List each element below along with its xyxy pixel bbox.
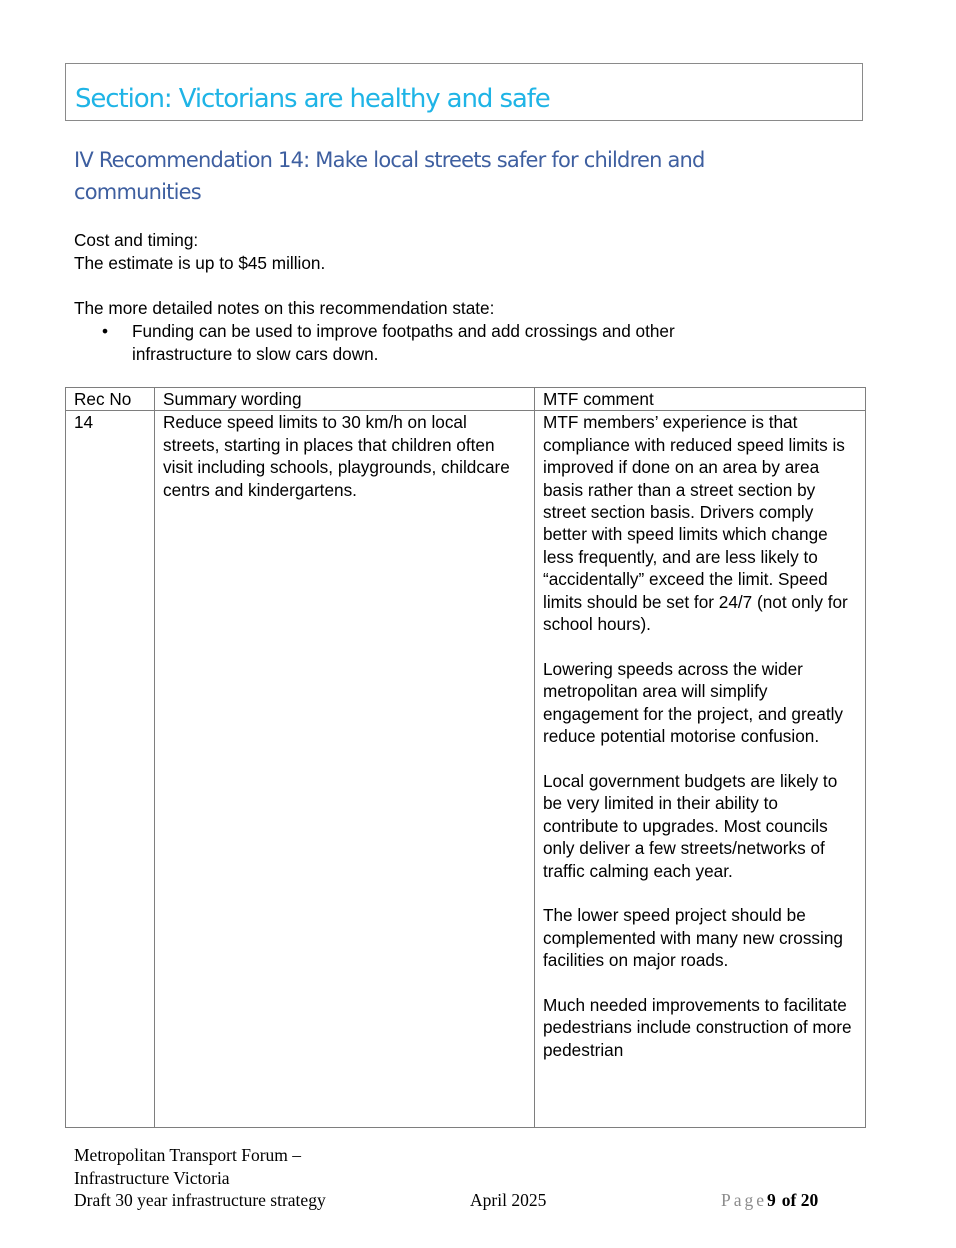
section-header-box <box>65 63 863 121</box>
page-label: Page <box>721 1190 768 1210</box>
notes-bullet-list <box>74 320 774 365</box>
recommendation-heading: IV Recommendation 14: Make local streets safer for children and communities <box>74 148 705 204</box>
cell-summary: Reduce speed limits to 30 km/h on local streets, starting in places that children often visit including schools, playgrounds, childcare centrs and kindergartens. <box>155 411 535 1128</box>
header-mtf-comment: MTF comment <box>535 388 866 411</box>
page-current: 9 <box>767 1190 776 1210</box>
footer-org-line2: Infrastructure Victoria <box>74 1167 230 1188</box>
comment-paragraph: MTF members’ experience is that compliance with reduced speed limits is improved if done on an area by area basis rather than a street section by street section basis. Drivers comply better with speed limits which change less frequently, and are less likely to “accidentally” exceed the limit. Speed limits should be set for 24/7 (not only for school hours). <box>543 412 848 635</box>
recommendation-table <box>65 387 866 1128</box>
notes-bullet-item <box>74 320 774 365</box>
bullet-icon: • <box>102 321 109 341</box>
comment-paragraph: Local government budgets are likely to be very limited in their ability to contribute to upgrades. Most councils only deliver a few streets/networks of traffic calming each year. <box>543 770 838 881</box>
cost-label: Cost and timing: <box>74 230 199 250</box>
page-total: of 20 <box>781 1190 819 1210</box>
notes-intro: The more detailed notes on this recommendation state: <box>74 298 495 318</box>
comment-paragraph: Lowering speeds across the wider metropolitan area will simplify engagement for the project, and greatly reduce potential motorise confusion. <box>543 658 844 747</box>
table-header-row <box>66 388 866 411</box>
cost-estimate: The estimate is up to $45 million. <box>74 253 326 273</box>
footer-page-number <box>721 1189 818 1212</box>
header-summary-wording: Summary wording <box>155 388 535 411</box>
header-rec-no: Rec No <box>66 388 155 411</box>
comment-paragraph: Much needed improvements to facilitate pedestrians include construction of more pedestrian <box>543 994 852 1060</box>
comment-paragraph: The lower speed project should be complemented with many new crossing facilities on major roads. <box>543 905 843 971</box>
footer-date: April 2025 <box>470 1190 547 1210</box>
notes-bullet-text: Funding can be used to improve footpaths and add crossings and other infrastructure to slow cars down. <box>132 321 675 364</box>
cell-rec-no: 14 <box>66 411 155 1128</box>
footer-doc-title: Draft 30 year infrastructure strategy <box>74 1190 326 1210</box>
section-title: Section: Victorians are healthy and safe <box>75 84 550 114</box>
page-footer <box>74 1144 854 1212</box>
table-row <box>66 411 866 1128</box>
cell-mtf-comment <box>535 411 866 1128</box>
footer-org-line1: Metropolitan Transport Forum – <box>74 1145 302 1165</box>
